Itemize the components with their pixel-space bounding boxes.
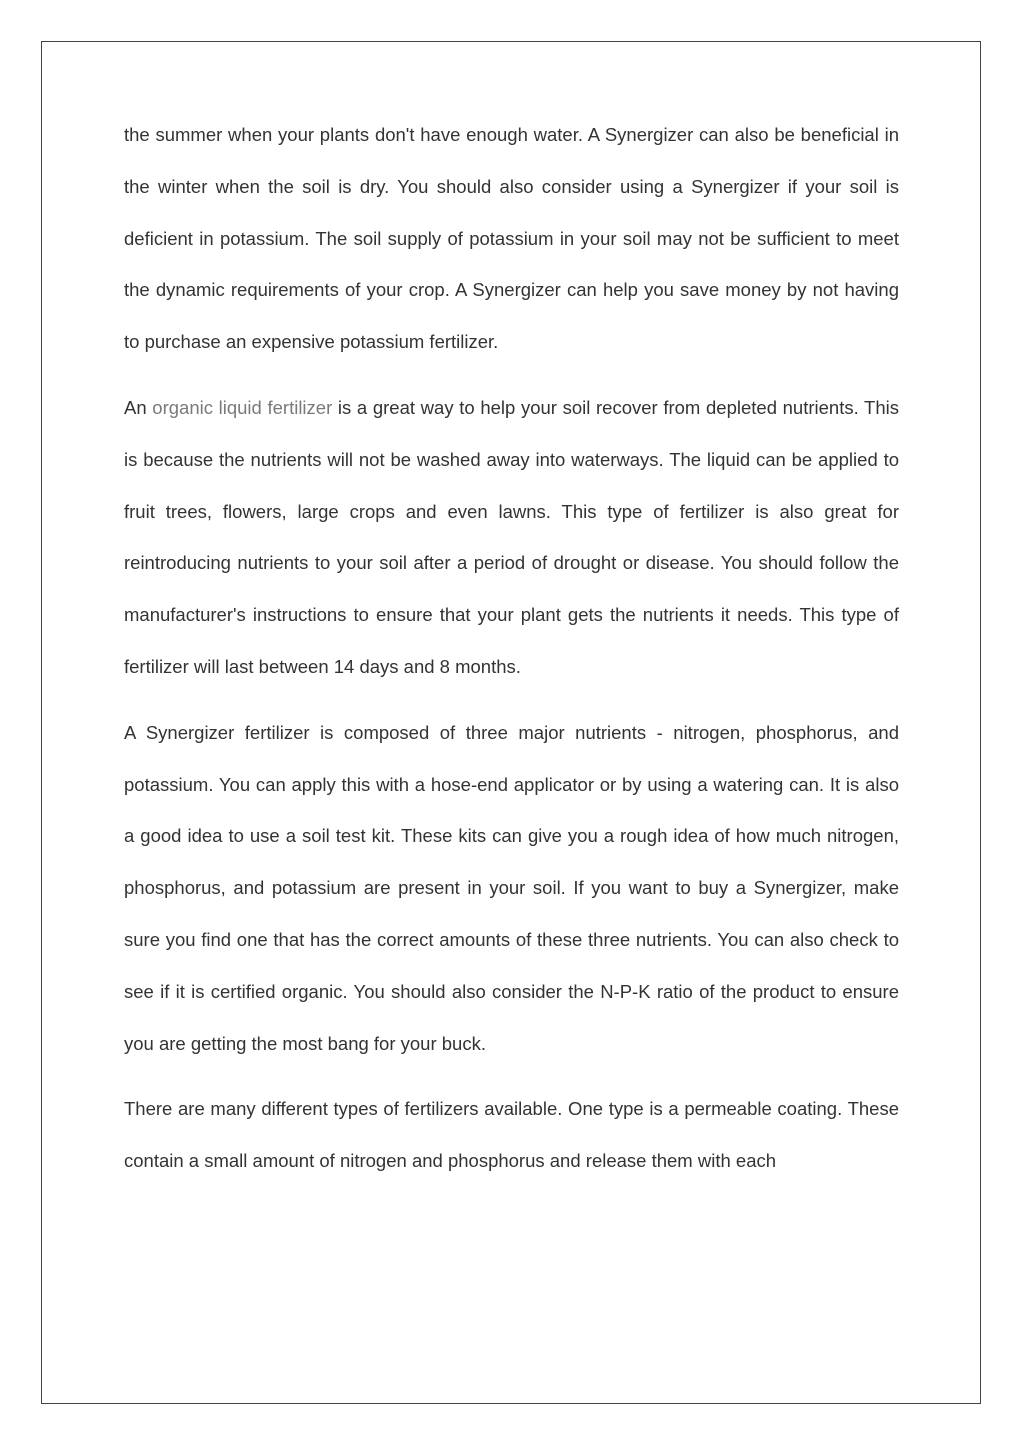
paragraph-3: A Synergizer fertilizer is composed of three major nutrients - nitrogen, phosphorus, and potassium. You can apply this with a hose-end applicator or by using a watering can. It is also a good idea to use a soil test kit. These kits can give you a rough idea of how much nitrogen, phosphorus, and potassium are present in your soil. If you want to buy a Synergizer, make sure you find one that has the correct amounts of these three nutrients. You can also check to see if it is certified organic. You should also consider the N-P-K ratio of the product to ensure you are getting the most bang for your buck. [124,721,899,1054]
paragraph-2 [124,382,899,693]
organic-liquid-fertilizer-link[interactable]: organic liquid fertilizer [152,396,333,418]
paragraph-2-body: is a great way to help your soil recover from depleted nutrients. This is because the nutrients will not be washed away into waterways. The liquid can be applied to fruit trees, flowers, large crops and even lawns. This type of fertilizer is also great for reintroducing nutrients to your soil after a period of drought or disease. You should follow the manufacturer's instructions to ensure that your plant gets the nutrients it needs. This type of fertilizer will last between 14 days and 8 months. [124,396,899,677]
document-body [124,109,899,1187]
paragraph-2-lead: An [124,396,153,418]
paragraph-1: the summer when your plants don't have enough water. A Synergizer can also be beneficial in the winter when the soil is dry. You should also consider using a Synergizer if your soil is deficient in potassium. The soil supply of potassium in your soil may not be sufficient to meet the dynamic requirements of your crop. A Synergizer can help you save money by not having to purchase an expensive potassium fertilizer. [124,124,899,353]
paragraph-4: There are many different types of fertilizers available. One type is a permeable coating. These contain a small amount of nitrogen and phosphorus and release them with each [124,1098,899,1172]
